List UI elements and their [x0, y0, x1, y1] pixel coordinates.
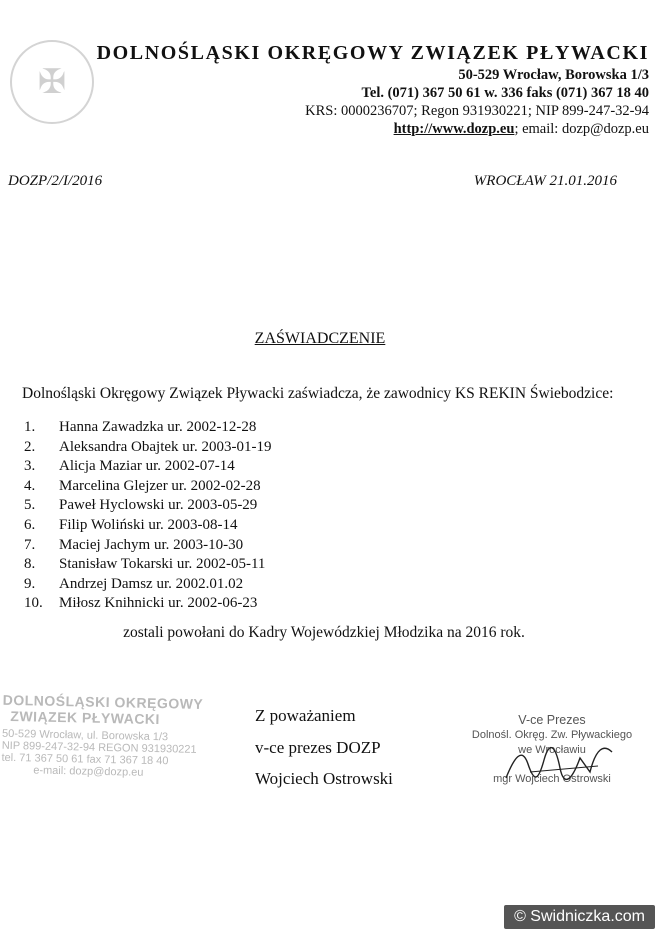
list-item: 5. Paweł Hyclowski ur. 2003-05-29 — [24, 497, 258, 514]
list-item: 10. Miłosz Knihnicki ur. 2002-06-23 — [24, 595, 258, 612]
regards-line: Z poważaniem — [255, 706, 356, 725]
watermark-badge: © Swidniczka.com — [504, 905, 655, 929]
handwritten-signature — [500, 738, 620, 788]
list-item: 3. Alicja Maziar ur. 2002-07-14 — [24, 458, 235, 475]
seal-emblem-icon: ✠ — [10, 40, 94, 124]
organization-address: 50-529 Wrocław, Borowska 1/3 — [458, 67, 649, 83]
document-date: WROCŁAW 21.01.2016 — [473, 173, 617, 189]
list-item: 7. Maciej Jachym ur. 2003-10-30 — [24, 536, 244, 553]
signatory-name: Wojciech Ostrowski — [255, 769, 393, 788]
email-text: ; email: dozp@dozp.eu — [514, 121, 649, 137]
list-item: 4. Marcelina Glejzer ur. 2002-02-28 — [24, 477, 261, 494]
list-item: 8. Stanisław Tokarski ur. 2002-05-11 — [24, 556, 266, 573]
organization-stamp: DOLNOŚLĄSKI OKRĘGOWY ZWIĄZEK PŁYWACKI 50-529 Wrocław, ul. Borowska 1/3 NIP 899-247-32-94 REGON 931930221 tel. 71 367 50 61 fax 71 367 18 40 e-mail: dozp@dozp.eu — [1, 691, 204, 779]
list-item: 6. Filip Woliński ur. 2003-08-14 — [24, 516, 238, 533]
organization-registry: KRS: 0000236707; Regon 931930221; NIP 899-247-32-94 — [305, 103, 649, 119]
list-item: 2. Aleksandra Obajtek ur. 2003-01-19 — [24, 438, 272, 455]
signatory-stamp: V-ce Prezes Dolnośl. Okręg. Zw. Pływackiego we Wrocławiu mgr Wojciech Ostrowski — [471, 713, 633, 785]
intro-paragraph: Dolnośląski Okręgowy Związek Pływacki zaświadcza, że zawodnicy KS REKIN Świebodzice: — [22, 385, 614, 402]
athlete-list — [24, 418, 271, 614]
reference-number: DOZP/2/I/2016 — [8, 173, 103, 189]
organization-contact — [394, 121, 649, 138]
document-title: ZAŚWIADCZENIE — [254, 330, 386, 347]
signatory-title: v-ce prezes DOZP — [255, 738, 381, 757]
closing-statement: zostali powołani do Kadry Wojewódzkiej Młodzika na 2016 rok. — [123, 624, 525, 641]
website-link[interactable]: http://www.dozp.eu — [393, 121, 515, 137]
organization-name: DOLNOŚLĄSKI OKRĘGOWY ZWIĄZEK PŁYWACKI — [96, 42, 649, 64]
list-item: 9. Andrzej Damsz ur. 2002.01.02 — [24, 575, 244, 592]
organization-phone: Tel. (071) 367 50 61 w. 336 faks (071) 367 18 40 — [361, 85, 649, 101]
list-item: 1. Hanna Zawadzka ur. 2002-12-28 — [24, 419, 257, 435]
